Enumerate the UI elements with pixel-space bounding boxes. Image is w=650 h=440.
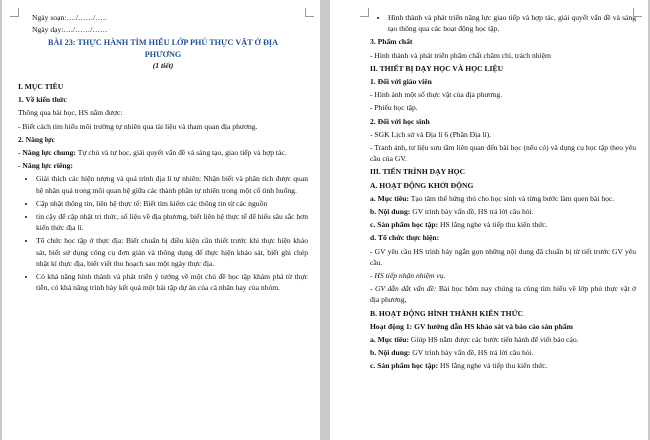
- paragraph: a. Mục tiêu: Tạo tâm thế hứng thú cho học sinh và từng bước làm quen bài học.: [370, 193, 615, 203]
- paragraph: - GV dẫn dắt vấn đề: Bài học hôm nay chúng ta cùng tìm hiểu về lớp phủ thực vật ở địa phương,: [370, 284, 636, 305]
- subsection-heading: 2. Năng lực: [18, 134, 55, 144]
- lesson-duration: (1 tiết): [152, 60, 174, 70]
- paragraph: b. Nội dung: GV trình bày vấn đề, HS trả lời câu hỏi.: [370, 348, 534, 358]
- prep-date: Ngày soạn:…./……/…..: [32, 13, 107, 22]
- document-page-left: [2, 0, 320, 440]
- paragraph: - Biết cách tìm hiểu môi trường tự nhiên qua tài liệu và tham quan địa phương.: [18, 121, 258, 131]
- paragraph: c. Sản phẩm học tập: HS lắng nghe và tiếp thu kiến thức.: [370, 361, 548, 371]
- section-heading: II. THIẾT BỊ DẠY HỌC VÀ HỌC LIỆU: [370, 63, 504, 73]
- section-heading: III. TIẾN TRÌNH DẠY HỌC: [370, 167, 466, 177]
- list-item: • Cập nhật thông tin, liên hệ thực tế: Biết tìm kiếm các thông tin từ các nguồn: [36, 198, 308, 209]
- section-heading: A. HOẠT ĐỘNG KHỞI ĐỘNG: [370, 180, 474, 190]
- crop-mark: [10, 8, 19, 17]
- subsection-heading: - Năng lực riêng:: [18, 161, 73, 171]
- crop-mark: [633, 8, 642, 17]
- list-item: • Có khả năng hình thành và phát triển ý tưởng về một chủ đề học tập khám phá từ thực tiễn, có khả năng trình bày kết quả một bài tập dự án của cá nhân hay của nhóm.: [36, 271, 308, 293]
- list-item: • Giải thích các hiện tượng và quá trình địa lí tự nhiên: Nhận biết và phân tích được quan hệ nhân quả trong môi quan hệ giữa các thành phần tự nhiên trong một cố tình huống.: [36, 173, 308, 195]
- subsection-heading: 3. Phẩm chất: [370, 37, 413, 47]
- list-item: • Tổ chức học tập ở thực địa: Biết chuẩn bị điều kiện cần thiết trước khi thực hiện khảo sát, biết sử dụng công cụ đơn giản và thông dụng để thực hiện khảo sát, biết ghi chép nhật kí thực địa, biết viết thu hoạch sau một ngày thực địa.: [36, 235, 308, 269]
- paragraph: - Phiếu học tập.: [370, 103, 418, 113]
- paragraph: - SGK Lịch sử và Địa lí 6 (Phần Địa lí).: [370, 129, 492, 139]
- paragraph: b. Nội dung: GV trình bày vấn đề, HS trả lời câu hỏi.: [370, 207, 534, 217]
- paragraph: Thông qua bài học, HS nắm được:: [18, 108, 123, 118]
- subsection-heading: d. Tổ chức thực hiện:: [370, 233, 440, 243]
- subsection-heading: 2. Đối với học sinh: [370, 116, 430, 126]
- paragraph: - HS tiếp nhận nhiệm vụ.: [370, 271, 446, 281]
- paragraph: - Hình thành và phát triển phẩm chất chăm chỉ, trách nhiệm: [370, 50, 551, 60]
- crop-mark: [360, 8, 369, 17]
- lesson-title: BÀI 23: THỰC HÀNH TÌM HIỂU LỚP PHỦ THỰC VẬT Ở ĐỊA PHƯƠNG: [48, 38, 278, 59]
- bullet-list: [370, 12, 636, 34]
- paragraph: - GV yêu cầu HS trình bày ngắn gọn những nội dung đã chuẩn bị từ tiết trước GV yêu cầu.: [370, 246, 636, 267]
- paragraph: a. Mục tiêu: Giúp HS nắm được các bước tiến hành để viết báo cáo.: [370, 335, 579, 345]
- section-heading: B. HOẠT ĐỘNG HÌNH THÀNH KIẾN THỨC: [370, 308, 524, 318]
- paragraph: - Hình ảnh một số thực vật của địa phương.: [370, 90, 503, 100]
- document-page-right: [330, 0, 648, 440]
- section-heading: I. MỤC TIÊU: [18, 82, 64, 92]
- bullet-list: [18, 173, 308, 293]
- activity-heading: Hoạt động 1: GV hướng dẫn HS khảo sát và báo cáo sản phẩm: [370, 321, 573, 331]
- paragraph: - Tranh ảnh, tư liệu sưu tầm liên quan đến bài học (nếu có) và dụng cụ học tập theo yêu cầu của GV.: [370, 143, 636, 164]
- subsection-heading: 1. Đối với giáo viên: [370, 77, 432, 87]
- paragraph: c. Sản phẩm học tập: HS lắng nghe và tiếp thu kiến thức.: [370, 220, 548, 230]
- teach-date: Ngày dạy:…./……/……: [32, 25, 108, 35]
- paragraph: - Năng lực chung: Tự chủ và tự học, giải quyết vấn đề và sáng tạo, giao tiếp và hợp tác.: [18, 148, 287, 158]
- crop-mark: [305, 8, 314, 17]
- subsection-heading: 1. Về kiến thức: [18, 95, 67, 105]
- list-item: • tin cậy để cập nhật tri thức, số liệu về địa phương, biết liên hệ thực tế để hiểu sâu sắc hơn kiến thức địa lí.: [36, 211, 308, 233]
- list-item: • Hình thành và phát triển năng lực giao tiếp và hợp tác, giải quyết vấn đề và sáng tạo thông qua các hoạt động học tập.: [388, 12, 636, 34]
